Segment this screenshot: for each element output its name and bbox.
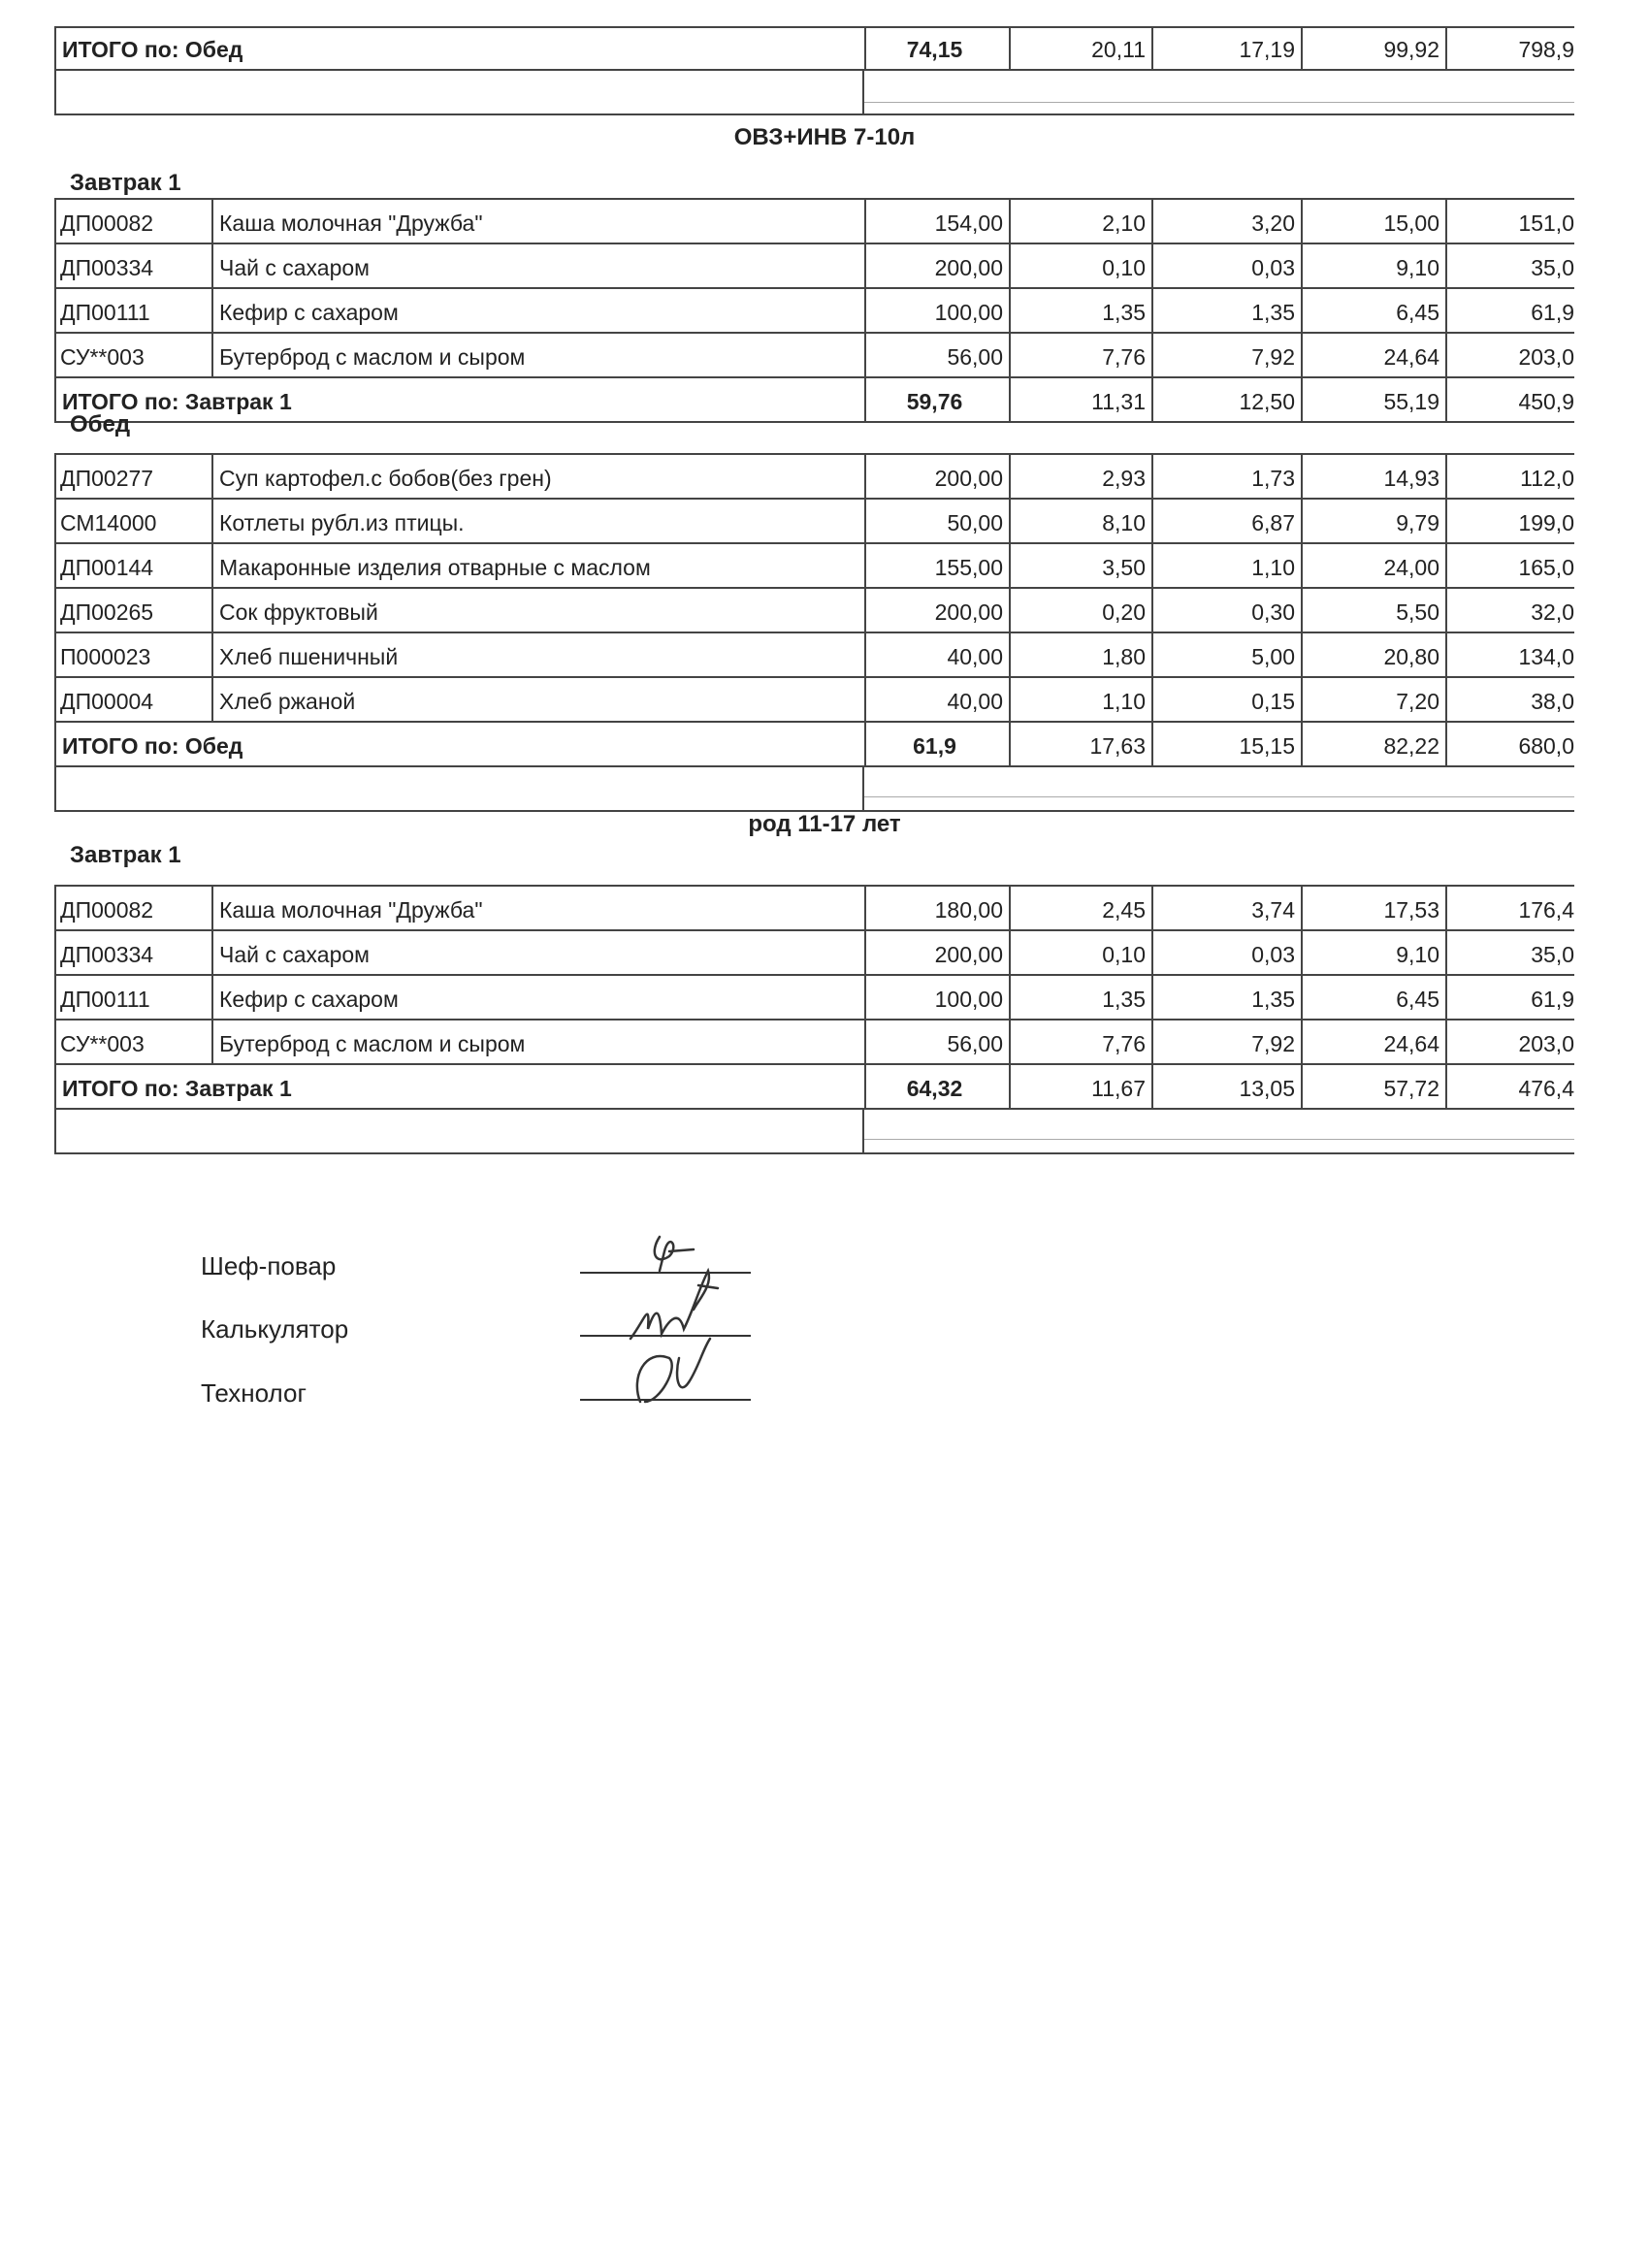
portion-weight: 56,00 [864,334,1009,376]
portion-weight: 50,00 [864,500,1009,542]
fats: 12,50 [1151,378,1301,421]
portion-weight: 100,00 [864,976,1009,1019]
carbs: 24,64 [1301,334,1447,376]
calories: 203,0 [1518,344,1574,370]
table-row [54,334,1574,378]
proteins: 2,45 [1009,887,1151,929]
meal-label: Завтрак 1 [70,842,181,868]
handwritten-signatures [601,1213,776,1416]
total-row [54,378,1574,423]
fats: 13,05 [1151,1065,1301,1108]
proteins: 1,35 [1009,289,1151,332]
blank-cell [54,767,864,810]
item-name: Сок фруктовый [211,589,864,632]
table-row [54,976,1574,1021]
item-code: СМ14000 [54,500,211,542]
item-code: ДП00082 [54,200,211,243]
portion-weight: 40,00 [864,678,1009,721]
rule [864,102,1574,103]
carbs: 14,93 [1301,455,1447,498]
total-row [54,723,1574,767]
proteins: 11,67 [1009,1065,1151,1108]
portion-weight: 180,00 [864,887,1009,929]
proteins: 2,93 [1009,455,1151,498]
proteins: 1,10 [1009,678,1151,721]
item-code: СУ**003 [54,1021,211,1063]
item-name: Каша молочная "Дружба" [211,887,864,929]
section-title: ОВЗ+ИНВ 7-10л [733,124,916,150]
calories: 32,0 [1531,599,1574,625]
item-code: ДП00334 [54,931,211,974]
calories: 61,9 [1531,987,1574,1012]
item-name: Суп картофел.с бобов(без грен) [211,455,864,498]
proteins: 11,31 [1009,378,1151,421]
item-name: Кефир с сахаром [211,976,864,1019]
proteins: 3,50 [1009,544,1151,587]
calories: 199,0 [1518,510,1574,535]
table-row [54,1021,1574,1065]
item-name: Каша молочная "Дружба" [211,200,864,243]
blank-row [54,767,1574,812]
item-code: ДП00277 [54,455,211,498]
fats: 3,74 [1151,887,1301,929]
table-row [54,931,1574,976]
proteins: 8,10 [1009,500,1151,542]
carbs: 24,00 [1301,544,1447,587]
signature-role-chef: Шеф-повар [201,1251,337,1280]
portion-weight: 64,32 [864,1065,1009,1108]
portion-weight: 59,76 [864,378,1009,421]
item-code: ДП00334 [54,244,211,287]
total-label: ИТОГО по: Обед [54,723,864,765]
total-row [54,26,1574,71]
total-label: ИТОГО по: Завтрак 1 [54,378,864,421]
item-name: Бутерброд с маслом и сыром [211,1021,864,1063]
fats: 5,00 [1151,633,1301,676]
carbs: 6,45 [1301,289,1447,332]
item-code: ДП00082 [54,887,211,929]
portion-weight: 154,00 [864,200,1009,243]
proteins: 1,80 [1009,633,1151,676]
carbs: 17,53 [1301,887,1447,929]
calories: 165,0 [1518,555,1574,580]
item-name: Хлеб пшеничный [211,633,864,676]
section-title: род 11-17 лет [748,811,901,837]
carbs: 82,22 [1301,723,1447,765]
item-code: ДП00111 [54,976,211,1019]
item-code: ДП00144 [54,544,211,587]
item-name: Макаронные изделия отварные с маслом [211,544,864,587]
fats: 7,92 [1151,334,1301,376]
carbs: 55,19 [1301,378,1447,421]
portion-weight: 155,00 [864,544,1009,587]
signature-role-calculator: Калькулятор [201,1314,349,1344]
meal-label: Обед [70,411,131,437]
fats: 7,92 [1151,1021,1301,1063]
carbs: 57,72 [1301,1065,1447,1108]
item-name: Чай с сахаром [211,244,864,287]
calories: 112,0 [1520,466,1574,491]
table-row [54,678,1574,723]
item-code: ДП00111 [54,289,211,332]
portion-weight: 100,00 [864,289,1009,332]
total-label: ИТОГО по: Завтрак 1 [54,1065,864,1108]
item-name: Бутерброд с маслом и сыром [211,334,864,376]
fats: 17,19 [1151,26,1301,69]
carbs: 9,10 [1301,931,1447,974]
table-row [54,633,1574,678]
fats: 1,35 [1151,289,1301,332]
total-row [54,1065,1574,1110]
portion-weight: 40,00 [864,633,1009,676]
table-row [54,887,1574,931]
blank-row [54,1110,1574,1154]
meal-label: Завтрак 1 [70,170,181,196]
calories: 151,0 [1518,211,1574,236]
proteins: 0,20 [1009,589,1151,632]
fats: 0,15 [1151,678,1301,721]
calories: 450,9 [1518,389,1574,414]
portion-weight: 200,00 [864,455,1009,498]
proteins: 0,10 [1009,931,1151,974]
portion-weight: 61,9 [864,723,1009,765]
portion-weight: 200,00 [864,931,1009,974]
blank-row [54,71,1574,115]
proteins: 7,76 [1009,334,1151,376]
table-row [54,244,1574,289]
calories: 176,4 [1518,897,1574,923]
proteins: 1,35 [1009,976,1151,1019]
table-row [54,544,1574,589]
item-name: Хлеб ржаной [211,678,864,721]
item-code: ДП00004 [54,678,211,721]
carbs: 99,92 [1301,26,1447,69]
carbs: 15,00 [1301,200,1447,243]
table-row [54,455,1574,500]
proteins: 2,10 [1009,200,1151,243]
rule [864,796,1574,797]
carbs: 6,45 [1301,976,1447,1019]
calories: 35,0 [1531,942,1574,967]
table-row [54,289,1574,334]
carbs: 9,10 [1301,244,1447,287]
item-code: ДП00265 [54,589,211,632]
calories: 38,0 [1531,689,1574,714]
table-row [54,200,1574,244]
signature-role-technologist: Технолог [201,1378,307,1408]
fats: 1,35 [1151,976,1301,1019]
portion-weight: 200,00 [864,244,1009,287]
item-code: П000023 [54,633,211,676]
carbs: 7,20 [1301,678,1447,721]
fats: 0,30 [1151,589,1301,632]
proteins: 20,11 [1009,26,1151,69]
calories: 61,9 [1531,300,1574,325]
item-name: Кефир с сахаром [211,289,864,332]
calories: 35,0 [1531,255,1574,280]
proteins: 0,10 [1009,244,1151,287]
carbs: 20,80 [1301,633,1447,676]
blank-cell [54,71,864,113]
fats: 6,87 [1151,500,1301,542]
portion-weight: 200,00 [864,589,1009,632]
carbs: 24,64 [1301,1021,1447,1063]
item-name: Котлеты рубл.из птицы. [211,500,864,542]
fats: 1,73 [1151,455,1301,498]
calories: 134,0 [1518,644,1574,669]
calories: 680,0 [1518,733,1574,759]
rule [864,1139,1574,1140]
item-code: СУ**003 [54,334,211,376]
portion-weight: 56,00 [864,1021,1009,1063]
fats: 15,15 [1151,723,1301,765]
carbs: 5,50 [1301,589,1447,632]
proteins: 7,76 [1009,1021,1151,1063]
calories: 798,9 [1518,37,1574,62]
table-row [54,589,1574,633]
calories: 203,0 [1518,1031,1574,1056]
fats: 0,03 [1151,931,1301,974]
fats: 1,10 [1151,544,1301,587]
calories: 476,4 [1518,1076,1574,1101]
blank-cell [54,1110,864,1152]
item-name: Чай с сахаром [211,931,864,974]
fats: 0,03 [1151,244,1301,287]
table-row [54,500,1574,544]
total-label: ИТОГО по: Обед [54,26,864,69]
carbs: 9,79 [1301,500,1447,542]
portion-weight: 74,15 [864,26,1009,69]
proteins: 17,63 [1009,723,1151,765]
fats: 3,20 [1151,200,1301,243]
